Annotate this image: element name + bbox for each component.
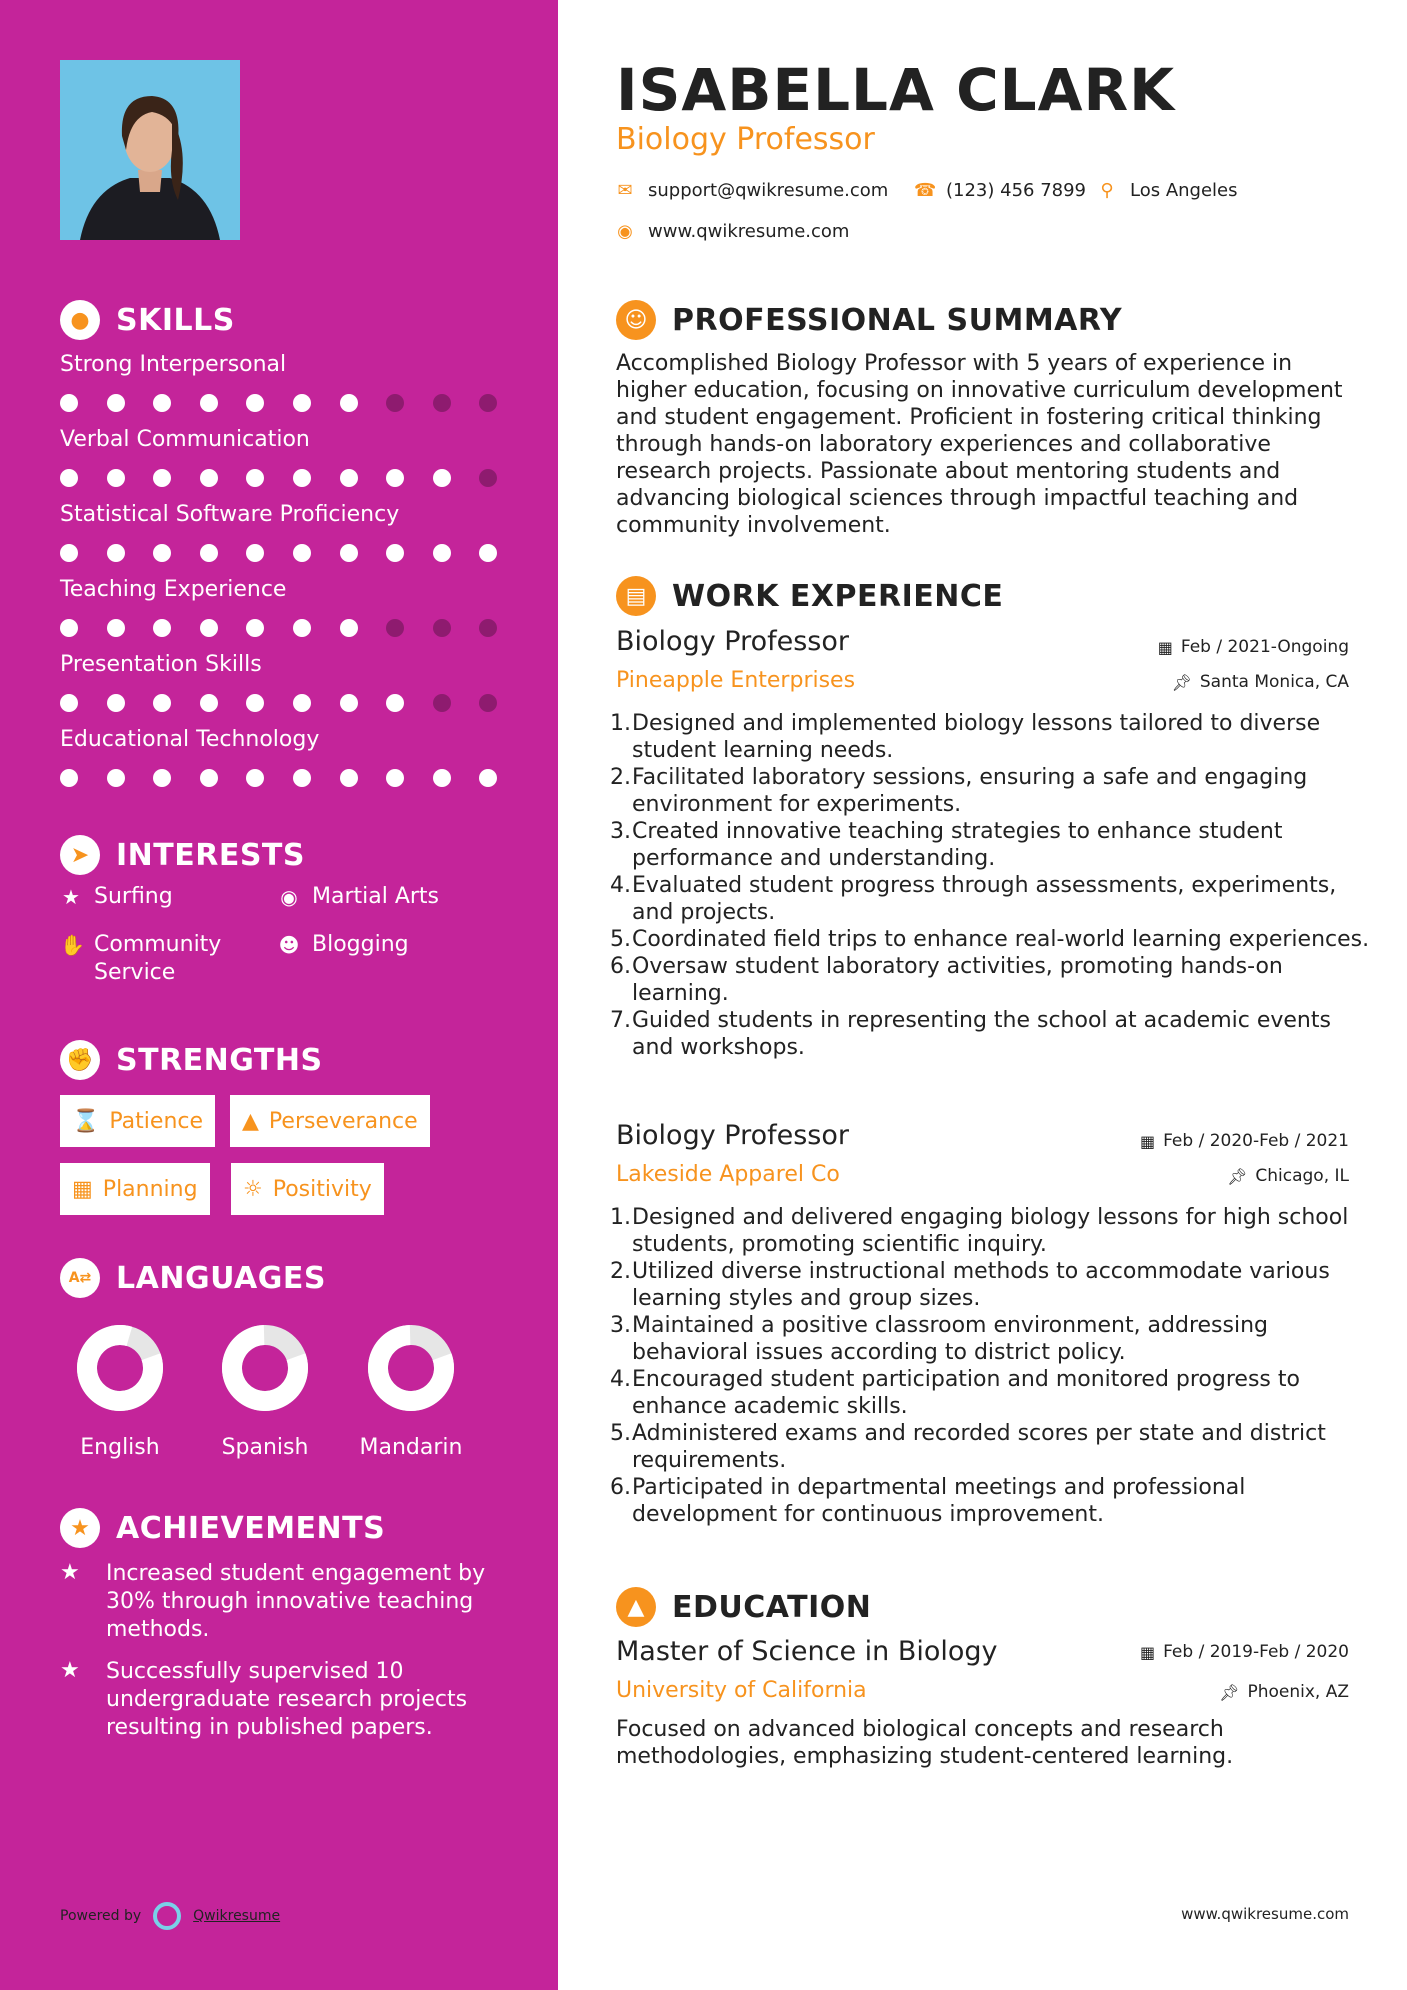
qwikresume-link[interactable]: Qwikresume bbox=[193, 1908, 281, 1924]
list-text: Created innovative teaching strategies to enhance student performance and understanding. bbox=[632, 819, 1283, 871]
rating-dot bbox=[479, 544, 497, 562]
rating-dot bbox=[479, 469, 497, 487]
rating-dot bbox=[340, 469, 358, 487]
rating-dot bbox=[200, 769, 218, 787]
job-company: Lakeside Apparel Co bbox=[616, 1162, 840, 1187]
rating-dot bbox=[340, 544, 358, 562]
rating-dot bbox=[153, 769, 171, 787]
achievements-heading: ★ ACHIEVEMENTS bbox=[60, 1508, 385, 1548]
skill-rating bbox=[60, 694, 500, 712]
list-text: Utilized diverse instructional methods to accommodate various learning styles and group sizes. bbox=[632, 1259, 1330, 1311]
job-dates: ▦ Feb / 2021-Ongoing bbox=[1157, 637, 1349, 657]
list-number: 5. bbox=[610, 927, 631, 952]
list-text: Encouraged student participation and monitored progress to enhance academic skills. bbox=[632, 1367, 1300, 1419]
rating-dot bbox=[293, 544, 311, 562]
rating-dot bbox=[293, 619, 311, 637]
contact-location: ⚲ Los Angeles bbox=[1098, 180, 1238, 201]
hourglass-icon: ⌛ bbox=[72, 1108, 100, 1134]
rating-dot bbox=[107, 619, 125, 637]
list-item bbox=[610, 1474, 1370, 1528]
rating-dot bbox=[107, 469, 125, 487]
powered-by: Powered by Qwikresume bbox=[60, 1902, 280, 1930]
footer-url[interactable]: www.qwikresume.com bbox=[1181, 1905, 1349, 1923]
list-number: 6. bbox=[610, 1475, 631, 1500]
list-number: 2. bbox=[610, 765, 631, 790]
interest-item: ★ Surfing bbox=[60, 883, 173, 911]
list-text: Coordinated field trips to enhance real-world learning experiences. bbox=[632, 927, 1370, 952]
language-ring bbox=[77, 1325, 163, 1411]
interest-item: ✋ Community Service bbox=[60, 932, 222, 985]
rating-dot bbox=[200, 619, 218, 637]
rating-dot bbox=[107, 544, 125, 562]
job-bullets bbox=[610, 1204, 1370, 1528]
rating-dot bbox=[340, 394, 358, 412]
list-number: 5. bbox=[610, 1421, 631, 1446]
rating-dot bbox=[200, 394, 218, 412]
list-text: Oversaw student laboratory activities, promoting hands-on learning. bbox=[632, 954, 1283, 1006]
rating-dot bbox=[386, 394, 404, 412]
pin-icon: 📌︎ bbox=[1219, 1682, 1240, 1702]
paper-plane-icon: ➤ bbox=[60, 835, 100, 875]
education-degree: Master of Science in Biology bbox=[616, 1636, 998, 1667]
rating-dot bbox=[200, 544, 218, 562]
rating-dot bbox=[153, 694, 171, 712]
rating-dot bbox=[386, 694, 404, 712]
list-item bbox=[610, 872, 1370, 926]
list-item bbox=[610, 926, 1370, 953]
experience-heading: ▤ WORK EXPERIENCE bbox=[616, 576, 1003, 616]
list-number: 3. bbox=[610, 819, 631, 844]
language-item: English bbox=[55, 1325, 185, 1460]
rating-dot bbox=[386, 469, 404, 487]
list-text: Designed and implemented biology lessons tailored to diverse student learning needs. bbox=[632, 711, 1321, 763]
rating-dot bbox=[433, 469, 451, 487]
skill-item bbox=[60, 727, 500, 787]
skill-name: Teaching Experience bbox=[60, 577, 287, 602]
rating-dot bbox=[60, 619, 78, 637]
portrait-image bbox=[60, 60, 240, 240]
interest-item: ☻ Blogging bbox=[278, 932, 409, 957]
rating-dot bbox=[200, 694, 218, 712]
interest-item: ◉ Martial Arts bbox=[278, 883, 439, 911]
list-item bbox=[610, 710, 1370, 764]
globe-icon: ◉ bbox=[280, 885, 298, 909]
list-text: Guided students in representing the school at academic events and workshops. bbox=[632, 1008, 1331, 1060]
rating-dot bbox=[153, 394, 171, 412]
rating-dot bbox=[60, 469, 78, 487]
contact-website: ◉ www.qwikresume.com bbox=[617, 221, 850, 242]
rating-dot bbox=[293, 469, 311, 487]
list-item bbox=[610, 1258, 1370, 1312]
skills-heading: ● SKILLS bbox=[60, 300, 235, 340]
rating-dot bbox=[246, 619, 264, 637]
rating-dot bbox=[433, 694, 451, 712]
rating-dot bbox=[433, 544, 451, 562]
rating-dot bbox=[340, 694, 358, 712]
contact-email: ✉ support@qwikresume.com bbox=[617, 180, 889, 201]
skill-rating bbox=[60, 469, 500, 487]
interests-heading: ➤ INTERESTS bbox=[60, 835, 305, 875]
strength-badge: ⌛ Patience bbox=[60, 1095, 215, 1147]
envelope-icon: ✉ bbox=[617, 180, 633, 201]
education-location: 📌︎ Phoenix, AZ bbox=[1219, 1682, 1349, 1702]
rating-dot bbox=[153, 544, 171, 562]
list-item bbox=[610, 1312, 1370, 1366]
list-number: 6. bbox=[610, 954, 631, 979]
skill-name: Verbal Communication bbox=[60, 427, 310, 452]
skill-item bbox=[60, 652, 500, 712]
calendar-icon: ▦ bbox=[1139, 1642, 1156, 1662]
job-bullets bbox=[610, 710, 1370, 1061]
languages-heading: A⇄ LANGUAGES bbox=[60, 1258, 326, 1298]
rating-dot bbox=[60, 544, 78, 562]
education-school: University of California bbox=[616, 1678, 867, 1703]
fist-icon: ✊ bbox=[60, 1040, 100, 1080]
briefcase-icon: ▤ bbox=[616, 576, 656, 616]
skill-item bbox=[60, 352, 500, 412]
skill-name: Educational Technology bbox=[60, 727, 320, 752]
rating-dot bbox=[433, 769, 451, 787]
rating-dot bbox=[386, 769, 404, 787]
star-badge-icon: ★ bbox=[60, 1508, 100, 1548]
list-number: 2. bbox=[610, 1259, 631, 1284]
rating-dot bbox=[60, 694, 78, 712]
list-text: Participated in departmental meetings and professional development for continuous improvement. bbox=[632, 1475, 1246, 1527]
rating-dot bbox=[246, 544, 264, 562]
rating-dot bbox=[479, 694, 497, 712]
sun-icon: ☼ bbox=[243, 1176, 263, 1202]
calendar-icon: ▦ bbox=[72, 1176, 93, 1202]
list-item bbox=[610, 953, 1370, 1007]
shooting-star-icon: ★ bbox=[60, 1560, 80, 1585]
skill-item bbox=[60, 427, 500, 487]
strength-badge: ☼ Positivity bbox=[231, 1163, 384, 1215]
rating-dot bbox=[107, 394, 125, 412]
rating-dot bbox=[246, 394, 264, 412]
language-icon: A⇄ bbox=[60, 1258, 100, 1298]
list-item bbox=[610, 764, 1370, 818]
list-text: Facilitated laboratory sessions, ensuring a safe and engaging environment for experiments. bbox=[632, 765, 1308, 817]
hand-icon: ✋ bbox=[60, 933, 85, 957]
pin-icon: 📌︎ bbox=[1171, 672, 1192, 692]
pin-icon: 📌︎ bbox=[1227, 1166, 1248, 1186]
profile-photo bbox=[60, 60, 240, 240]
rating-dot bbox=[433, 394, 451, 412]
list-number: 3. bbox=[610, 1313, 631, 1338]
list-text: Evaluated student progress through assessments, experiments, and projects. bbox=[632, 873, 1337, 925]
rating-dot bbox=[153, 469, 171, 487]
user-icon: ☺ bbox=[616, 300, 656, 340]
list-item bbox=[610, 1204, 1370, 1258]
skill-name: Presentation Skills bbox=[60, 652, 262, 677]
rating-dot bbox=[479, 619, 497, 637]
job-location: 📌︎ Santa Monica, CA bbox=[1171, 672, 1349, 692]
list-number: 7. bbox=[610, 1008, 631, 1033]
education-heading: ▲ EDUCATION bbox=[616, 1587, 871, 1627]
rating-dot bbox=[200, 469, 218, 487]
language-item: Mandarin bbox=[346, 1325, 476, 1460]
skill-rating bbox=[60, 394, 500, 412]
language-ring bbox=[222, 1325, 308, 1411]
rating-dot bbox=[479, 769, 497, 787]
list-item bbox=[610, 1007, 1370, 1061]
lightbulb-icon: ● bbox=[60, 300, 100, 340]
list-text: Maintained a positive classroom environment, addressing behavioral issues according to district policy. bbox=[632, 1313, 1269, 1365]
summary-heading: ☺ PROFESSIONAL SUMMARY bbox=[616, 300, 1122, 340]
road-icon: ▲ bbox=[242, 1108, 259, 1134]
job-title: Biology Professor bbox=[616, 1120, 849, 1151]
rating-dot bbox=[386, 619, 404, 637]
list-number: 4. bbox=[610, 873, 631, 898]
list-number: 4. bbox=[610, 1367, 631, 1392]
job-location: 📌︎ Chicago, IL bbox=[1227, 1166, 1349, 1186]
education-description: Focused on advanced biological concepts and research methodologies, emphasizing student-centered learning. bbox=[616, 1717, 1234, 1769]
phone-icon: ☎ bbox=[914, 180, 937, 201]
skill-rating bbox=[60, 769, 500, 787]
rating-dot bbox=[60, 394, 78, 412]
list-item bbox=[610, 818, 1370, 872]
language-ring bbox=[368, 1325, 454, 1411]
calendar-icon: ▦ bbox=[1139, 1131, 1156, 1151]
achievement-item: ★ Successfully supervised 10 undergraduate research projects resulting in published papers. bbox=[60, 1658, 468, 1740]
rating-dot bbox=[246, 469, 264, 487]
rating-dot bbox=[107, 769, 125, 787]
list-text: Designed and delivered engaging biology lessons for high school students, promoting scientific inquiry. bbox=[632, 1205, 1349, 1257]
rating-dot bbox=[246, 694, 264, 712]
skill-item bbox=[60, 577, 500, 637]
graduation-icon: ▲ bbox=[616, 1587, 656, 1627]
rating-dot bbox=[479, 394, 497, 412]
rating-dot bbox=[433, 619, 451, 637]
skill-item bbox=[60, 502, 500, 562]
rating-dot bbox=[60, 769, 78, 787]
job-dates: ▦ Feb / 2020-Feb / 2021 bbox=[1139, 1131, 1349, 1151]
users-icon: ☻ bbox=[278, 933, 300, 957]
strength-badge: ▲ Perseverance bbox=[230, 1095, 430, 1147]
rating-dot bbox=[386, 544, 404, 562]
education-dates: ▦ Feb / 2019-Feb / 2020 bbox=[1139, 1642, 1349, 1662]
main-content bbox=[558, 0, 1407, 1990]
rating-dot bbox=[293, 694, 311, 712]
list-number: 1. bbox=[610, 711, 631, 736]
job-title: Biology Professor bbox=[616, 626, 849, 657]
rating-dot bbox=[293, 769, 311, 787]
summary-text: Accomplished Biology Professor with 5 years of experience in higher education, focusing on innovative curriculum development and student engagement. Proficient in fostering critical thinking through hands-on laboratory experiences and collaborative research projects. Passionate about mentoring students and advancing biological sciences through impactful teaching and community involvement. bbox=[616, 351, 1343, 538]
list-text: Administered exams and recorded scores per state and district requirements. bbox=[632, 1421, 1326, 1473]
rating-dot bbox=[340, 619, 358, 637]
globe-icon: ◉ bbox=[617, 221, 633, 242]
skill-rating bbox=[60, 544, 500, 562]
contact-phone: ☎ (123) 456 7899 bbox=[914, 180, 1087, 201]
rating-dot bbox=[246, 769, 264, 787]
sidebar bbox=[0, 0, 558, 1990]
qwikresume-logo-icon bbox=[153, 1902, 181, 1930]
rating-dot bbox=[293, 394, 311, 412]
rating-dot bbox=[107, 694, 125, 712]
rating-dot bbox=[153, 619, 171, 637]
map-pin-icon: ⚲ bbox=[1100, 180, 1114, 201]
list-number: 1. bbox=[610, 1205, 631, 1230]
candidate-name: ISABELLA CLARK bbox=[616, 56, 1176, 124]
skill-name: Statistical Software Proficiency bbox=[60, 502, 400, 527]
rating-dot bbox=[340, 769, 358, 787]
job-company: Pineapple Enterprises bbox=[616, 668, 856, 693]
strength-badge: ▦ Planning bbox=[60, 1163, 210, 1215]
calendar-icon: ▦ bbox=[1157, 637, 1173, 657]
star-icon: ★ bbox=[62, 885, 80, 909]
candidate-role: Biology Professor bbox=[616, 122, 875, 157]
shooting-star-icon: ★ bbox=[60, 1658, 80, 1683]
strengths-heading: ✊ STRENGTHS bbox=[60, 1040, 323, 1080]
list-item bbox=[610, 1366, 1370, 1420]
list-item bbox=[610, 1420, 1370, 1474]
skill-rating bbox=[60, 619, 500, 637]
language-item: Spanish bbox=[200, 1325, 330, 1460]
skill-name: Strong Interpersonal bbox=[60, 352, 287, 377]
achievement-item: ★ Increased student engagement by 30% through innovative teaching methods. bbox=[60, 1560, 486, 1642]
